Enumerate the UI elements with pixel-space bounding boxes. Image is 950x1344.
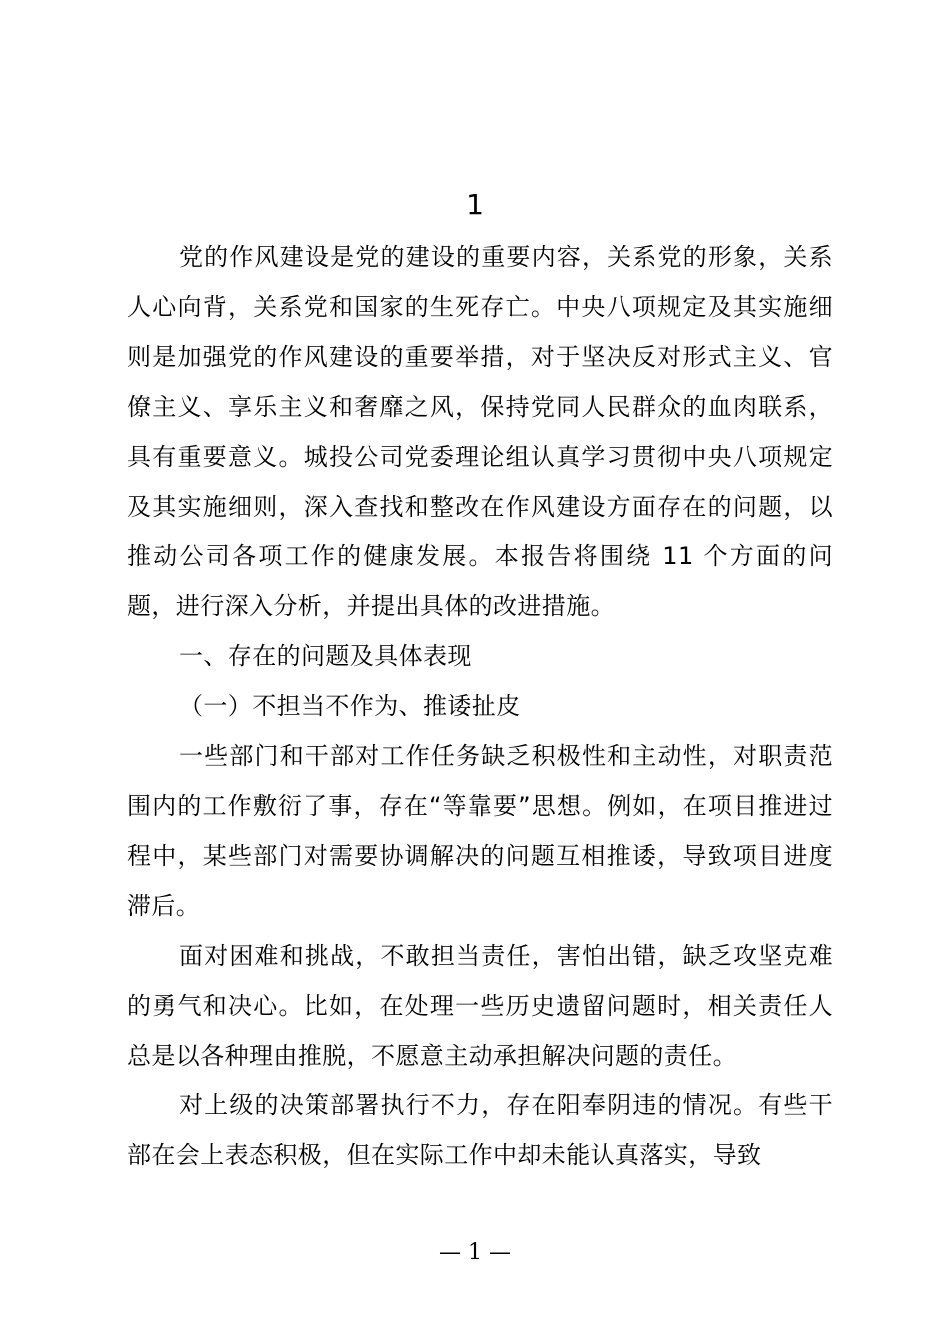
subsection-heading: （一）不担当不作为、推诿扯皮 [179,692,521,721]
body-paragraph: 面对困难和挑战，不敢担当责任，害怕出错，缺乏攻坚克难的勇气和决心。比如，在处理一些历史遗留问题时，相关责任人总是以各种理由推脱，不愿意主动承担解决问题的责任。 [127,941,833,1070]
section-heading: 一、存在的问题及具体表现 [179,642,472,671]
intro-paragraph: 党的作风建设是党的建设的重要内容，关系党的形象，关系人心向背，关系党和国家的生死存亡。中央八项规定及其实施细则是加强党的作风建设的重要举措，对于坚决反对形式主义、官僚主义、享乐主义和奢靡之风，保持党同人民群众的血肉联系，具有重要意义。城投公司党委理论组认真学习贯彻中央八项规定及其实施细则，深入查找和整改在作风建设方面存在的问题，以推动公司各项工作的健康发展。本报告将围绕 11 个方面的问题，进行深入分析，并提出具体的改进措施。 [127,243,833,621]
page-number-footer: — 1 — [439,1240,511,1265]
body-paragraph: 对上级的决策部署执行不力，存在阳奉阴违的情况。有些干部在会上表态积极，但在实际工作中却未能认真落实，导致 [127,1091,833,1170]
body-paragraph: 一些部门和干部对工作任务缺乏积极性和主动性，对职责范围内的工作敷衍了事，存在“等靠要”思想。例如，在项目推进过程中，某些部门对需要协调解决的问题互相推诿，导致项目进度滞后。 [127,742,833,920]
document-body [127,233,833,1181]
page-heading: 1 [466,188,484,221]
